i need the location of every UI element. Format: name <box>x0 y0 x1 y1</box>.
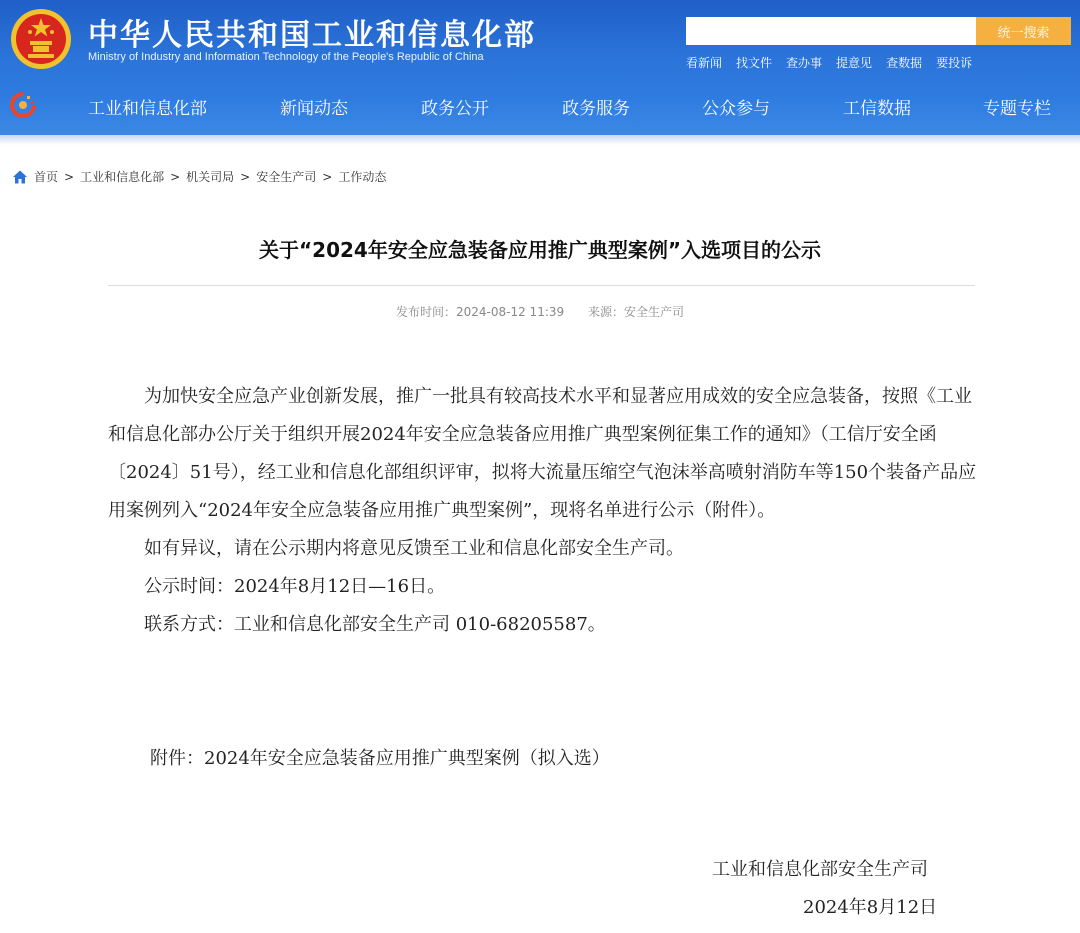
site-subtitle: Ministry of Industry and Information Technology of the People's Republic of China <box>88 51 484 63</box>
quick-link-news[interactable]: 看新闻 <box>686 56 723 70</box>
breadcrumb-home[interactable]: 首页 <box>34 170 59 184</box>
title-divider <box>108 285 975 286</box>
breadcrumb-separator: > <box>64 169 75 184</box>
article-title: 关于“2024年安全应急装备应用推广典型案例”入选项目的公示 <box>259 238 821 262</box>
breadcrumb-separator: > <box>240 169 251 184</box>
nav-item-government-affairs[interactable]: 政务公开 <box>421 99 489 119</box>
breadcrumb-departments[interactable]: 机关司局 <box>186 170 235 184</box>
site-title[interactable]: 中华人民共和国工业和信息化部 <box>88 18 536 53</box>
site-header <box>0 0 1080 135</box>
nav-item-services[interactable]: 政务服务 <box>562 99 630 119</box>
quick-link-complaint[interactable]: 要投诉 <box>936 56 973 70</box>
header-shadow <box>0 135 1080 145</box>
article-body <box>108 378 978 644</box>
body-paragraph: 为加快安全应急产业创新发展，推广一批具有较高技术水平和显著应用成效的安全应急装备，按照《工业和信息化部办公厅关于组织开展2024年安全应急装备应用推广典型案例征集工作的通知》（工信厅安全函〔2024〕51号），经工业和信息化部组织评审，拟将大流量压缩空气泡沫举高喷射消防车等150个装备产品应用案例列入“2024年安全应急装备应用推广典型案例”，现将名单进行公示（附件）。 <box>108 386 977 521</box>
search-input[interactable] <box>686 17 976 45</box>
quick-link-data[interactable]: 查数据 <box>886 56 923 70</box>
miit-logo-icon[interactable] <box>10 92 36 118</box>
breadcrumb-separator: > <box>170 169 181 184</box>
breadcrumb-work-news[interactable]: 工作动态 <box>338 170 387 184</box>
body-paragraph: 联系方式：工业和信息化部安全生产司 010-68205587。 <box>144 614 606 635</box>
breadcrumb-separator: > <box>322 169 333 184</box>
attachment-link[interactable]: 附件：2024年安全应急装备应用推广典型案例（拟入选） <box>150 748 610 769</box>
breadcrumb-safety-department[interactable]: 安全生产司 <box>256 170 317 184</box>
body-paragraph: 公示时间：2024年8月12日—16日。 <box>144 576 446 597</box>
nav-item-miit[interactable]: 工业和信息化部 <box>88 99 207 119</box>
quick-link-files[interactable]: 找文件 <box>736 56 773 70</box>
national-emblem-icon[interactable] <box>10 8 72 70</box>
signature-date: 2024年8月12日 <box>803 897 938 918</box>
home-icon[interactable] <box>12 169 28 185</box>
quick-link-services[interactable]: 查办事 <box>786 56 823 70</box>
nav-item-topics[interactable]: 专题专栏 <box>983 99 1051 119</box>
article-meta <box>0 303 1080 320</box>
signature-org: 工业和信息化部安全生产司 <box>712 859 928 880</box>
quick-link-feedback[interactable]: 提意见 <box>836 56 873 70</box>
search-button[interactable]: 统一搜索 <box>976 17 1071 45</box>
breadcrumb-miit[interactable]: 工业和信息化部 <box>80 170 165 184</box>
article-source: 来源：安全生产司 <box>587 305 684 319</box>
main-nav <box>0 80 1080 130</box>
body-paragraph: 如有异议，请在公示期内将意见反馈至工业和信息化部安全生产司。 <box>144 538 684 559</box>
header-top <box>0 0 1080 78</box>
publish-time: 发布时间：2024-08-12 11:39 <box>396 305 565 319</box>
breadcrumb <box>12 168 386 185</box>
nav-item-news[interactable]: 新闻动态 <box>280 99 348 119</box>
nav-item-public[interactable]: 公众参与 <box>702 99 770 119</box>
nav-item-data[interactable]: 工信数据 <box>843 99 911 119</box>
quick-links <box>686 54 972 71</box>
